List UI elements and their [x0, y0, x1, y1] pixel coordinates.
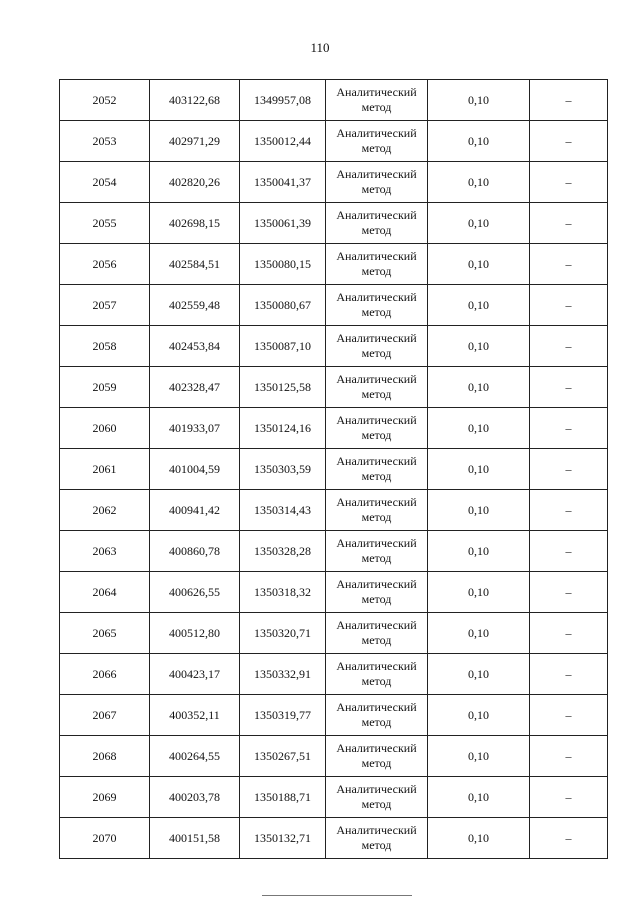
point-number-cell: 2061 [60, 449, 150, 490]
x-coordinate-cell: 400860,78 [150, 531, 240, 572]
method-line-2: метод [361, 428, 392, 442]
error-cell: 0,10 [428, 244, 530, 285]
method-line-2: метод [361, 838, 392, 852]
point-number-cell: 2062 [60, 490, 150, 531]
x-coordinate-cell: 402328,47 [150, 367, 240, 408]
y-coordinate-cell: 1350087,10 [240, 326, 326, 367]
table-row [60, 695, 608, 736]
method-cell [326, 408, 428, 449]
point-number-cell: 2053 [60, 121, 150, 162]
point-number-cell: 2054 [60, 162, 150, 203]
method-line-1: Аналитический [336, 372, 417, 386]
point-number-cell: 2057 [60, 285, 150, 326]
x-coordinate-cell: 402559,48 [150, 285, 240, 326]
method-line-1: Аналитический [336, 782, 417, 796]
error-cell: 0,10 [428, 162, 530, 203]
x-coordinate-cell: 400352,11 [150, 695, 240, 736]
table-row [60, 531, 608, 572]
table-row [60, 777, 608, 818]
method-line-1: Аналитический [336, 413, 417, 427]
y-coordinate-cell: 1350125,58 [240, 367, 326, 408]
method-cell [326, 285, 428, 326]
note-cell: – [530, 162, 608, 203]
table-row [60, 367, 608, 408]
method-line-1: Аналитический [336, 331, 417, 345]
coordinates-table-body [60, 80, 608, 859]
note-cell: – [530, 367, 608, 408]
method-line-1: Аналитический [336, 85, 417, 99]
table-row [60, 121, 608, 162]
point-number-cell: 2052 [60, 80, 150, 121]
method-cell [326, 203, 428, 244]
y-coordinate-cell: 1350320,71 [240, 613, 326, 654]
method-line-2: метод [361, 223, 392, 237]
method-line-2: метод [361, 715, 392, 729]
point-number-cell: 2063 [60, 531, 150, 572]
y-coordinate-cell: 1350041,37 [240, 162, 326, 203]
x-coordinate-cell: 400423,17 [150, 654, 240, 695]
x-coordinate-cell: 402698,15 [150, 203, 240, 244]
bottom-divider [262, 895, 412, 896]
point-number-cell: 2055 [60, 203, 150, 244]
note-cell: – [530, 695, 608, 736]
error-cell: 0,10 [428, 818, 530, 859]
y-coordinate-cell: 1350303,59 [240, 449, 326, 490]
y-coordinate-cell: 1350124,16 [240, 408, 326, 449]
table-row [60, 613, 608, 654]
method-cell [326, 162, 428, 203]
error-cell: 0,10 [428, 490, 530, 531]
method-cell [326, 818, 428, 859]
method-line-2: метод [361, 100, 392, 114]
y-coordinate-cell: 1350188,71 [240, 777, 326, 818]
x-coordinate-cell: 402820,26 [150, 162, 240, 203]
note-cell: – [530, 285, 608, 326]
error-cell: 0,10 [428, 613, 530, 654]
error-cell: 0,10 [428, 367, 530, 408]
x-coordinate-cell: 403122,68 [150, 80, 240, 121]
method-line-1: Аналитический [336, 741, 417, 755]
error-cell: 0,10 [428, 777, 530, 818]
table-row [60, 203, 608, 244]
point-number-cell: 2070 [60, 818, 150, 859]
point-number-cell: 2068 [60, 736, 150, 777]
method-line-2: метод [361, 305, 392, 319]
method-cell [326, 121, 428, 162]
error-cell: 0,10 [428, 203, 530, 244]
note-cell: – [530, 736, 608, 777]
method-line-2: метод [361, 264, 392, 278]
note-cell: – [530, 203, 608, 244]
x-coordinate-cell: 400203,78 [150, 777, 240, 818]
y-coordinate-cell: 1350080,15 [240, 244, 326, 285]
table-row [60, 326, 608, 367]
point-number-cell: 2065 [60, 613, 150, 654]
note-cell: – [530, 449, 608, 490]
x-coordinate-cell: 400264,55 [150, 736, 240, 777]
point-number-cell: 2069 [60, 777, 150, 818]
method-line-2: метод [361, 592, 392, 606]
table-row [60, 285, 608, 326]
coordinates-table [59, 79, 608, 859]
error-cell: 0,10 [428, 695, 530, 736]
point-number-cell: 2064 [60, 572, 150, 613]
table-row [60, 654, 608, 695]
method-line-1: Аналитический [336, 290, 417, 304]
method-cell [326, 80, 428, 121]
method-cell [326, 326, 428, 367]
point-number-cell: 2056 [60, 244, 150, 285]
method-line-2: метод [361, 510, 392, 524]
y-coordinate-cell: 1350332,91 [240, 654, 326, 695]
x-coordinate-cell: 402453,84 [150, 326, 240, 367]
table-row [60, 80, 608, 121]
table-row [60, 408, 608, 449]
point-number-cell: 2066 [60, 654, 150, 695]
table-row [60, 490, 608, 531]
note-cell: – [530, 572, 608, 613]
x-coordinate-cell: 400626,55 [150, 572, 240, 613]
table-row [60, 162, 608, 203]
method-cell [326, 490, 428, 531]
point-number-cell: 2058 [60, 326, 150, 367]
note-cell: – [530, 490, 608, 531]
y-coordinate-cell: 1350314,43 [240, 490, 326, 531]
method-line-1: Аналитический [336, 823, 417, 837]
method-line-1: Аналитический [336, 126, 417, 140]
method-cell [326, 572, 428, 613]
method-line-1: Аналитический [336, 167, 417, 181]
method-line-2: метод [361, 141, 392, 155]
method-cell [326, 654, 428, 695]
method-cell [326, 244, 428, 285]
method-line-2: метод [361, 387, 392, 401]
table-row [60, 572, 608, 613]
error-cell: 0,10 [428, 531, 530, 572]
x-coordinate-cell: 401933,07 [150, 408, 240, 449]
method-line-2: метод [361, 756, 392, 770]
method-line-1: Аналитический [336, 577, 417, 591]
method-cell [326, 531, 428, 572]
y-coordinate-cell: 1350319,77 [240, 695, 326, 736]
method-cell [326, 367, 428, 408]
x-coordinate-cell: 402584,51 [150, 244, 240, 285]
note-cell: – [530, 777, 608, 818]
note-cell: – [530, 80, 608, 121]
x-coordinate-cell: 401004,59 [150, 449, 240, 490]
y-coordinate-cell: 1350061,39 [240, 203, 326, 244]
method-line-1: Аналитический [336, 454, 417, 468]
error-cell: 0,10 [428, 449, 530, 490]
x-coordinate-cell: 402971,29 [150, 121, 240, 162]
x-coordinate-cell: 400512,80 [150, 613, 240, 654]
method-line-1: Аналитический [336, 249, 417, 263]
method-cell [326, 613, 428, 654]
method-line-2: метод [361, 551, 392, 565]
method-cell [326, 695, 428, 736]
error-cell: 0,10 [428, 326, 530, 367]
error-cell: 0,10 [428, 572, 530, 613]
y-coordinate-cell: 1350132,71 [240, 818, 326, 859]
method-line-1: Аналитический [336, 700, 417, 714]
method-line-1: Аналитический [336, 618, 417, 632]
method-line-2: метод [361, 469, 392, 483]
error-cell: 0,10 [428, 736, 530, 777]
x-coordinate-cell: 400941,42 [150, 490, 240, 531]
point-number-cell: 2067 [60, 695, 150, 736]
y-coordinate-cell: 1349957,08 [240, 80, 326, 121]
note-cell: – [530, 326, 608, 367]
note-cell: – [530, 408, 608, 449]
page-number: 110 [310, 40, 330, 55]
method-line-1: Аналитический [336, 495, 417, 509]
y-coordinate-cell: 1350267,51 [240, 736, 326, 777]
error-cell: 0,10 [428, 121, 530, 162]
table-row [60, 736, 608, 777]
note-cell: – [530, 121, 608, 162]
table-row [60, 244, 608, 285]
method-cell [326, 777, 428, 818]
note-cell: – [530, 613, 608, 654]
point-number-cell: 2060 [60, 408, 150, 449]
method-cell [326, 449, 428, 490]
point-number-cell: 2059 [60, 367, 150, 408]
method-line-2: метод [361, 797, 392, 811]
note-cell: – [530, 654, 608, 695]
table-row [60, 818, 608, 859]
x-coordinate-cell: 400151,58 [150, 818, 240, 859]
method-line-2: метод [361, 182, 392, 196]
y-coordinate-cell: 1350318,32 [240, 572, 326, 613]
method-line-1: Аналитический [336, 659, 417, 673]
note-cell: – [530, 818, 608, 859]
method-cell [326, 736, 428, 777]
table-row [60, 449, 608, 490]
method-line-2: метод [361, 346, 392, 360]
y-coordinate-cell: 1350012,44 [240, 121, 326, 162]
y-coordinate-cell: 1350328,28 [240, 531, 326, 572]
error-cell: 0,10 [428, 80, 530, 121]
error-cell: 0,10 [428, 285, 530, 326]
method-line-1: Аналитический [336, 208, 417, 222]
method-line-1: Аналитический [336, 536, 417, 550]
note-cell: – [530, 244, 608, 285]
error-cell: 0,10 [428, 654, 530, 695]
error-cell: 0,10 [428, 408, 530, 449]
y-coordinate-cell: 1350080,67 [240, 285, 326, 326]
method-line-2: метод [361, 633, 392, 647]
method-line-2: метод [361, 674, 392, 688]
note-cell: – [530, 531, 608, 572]
